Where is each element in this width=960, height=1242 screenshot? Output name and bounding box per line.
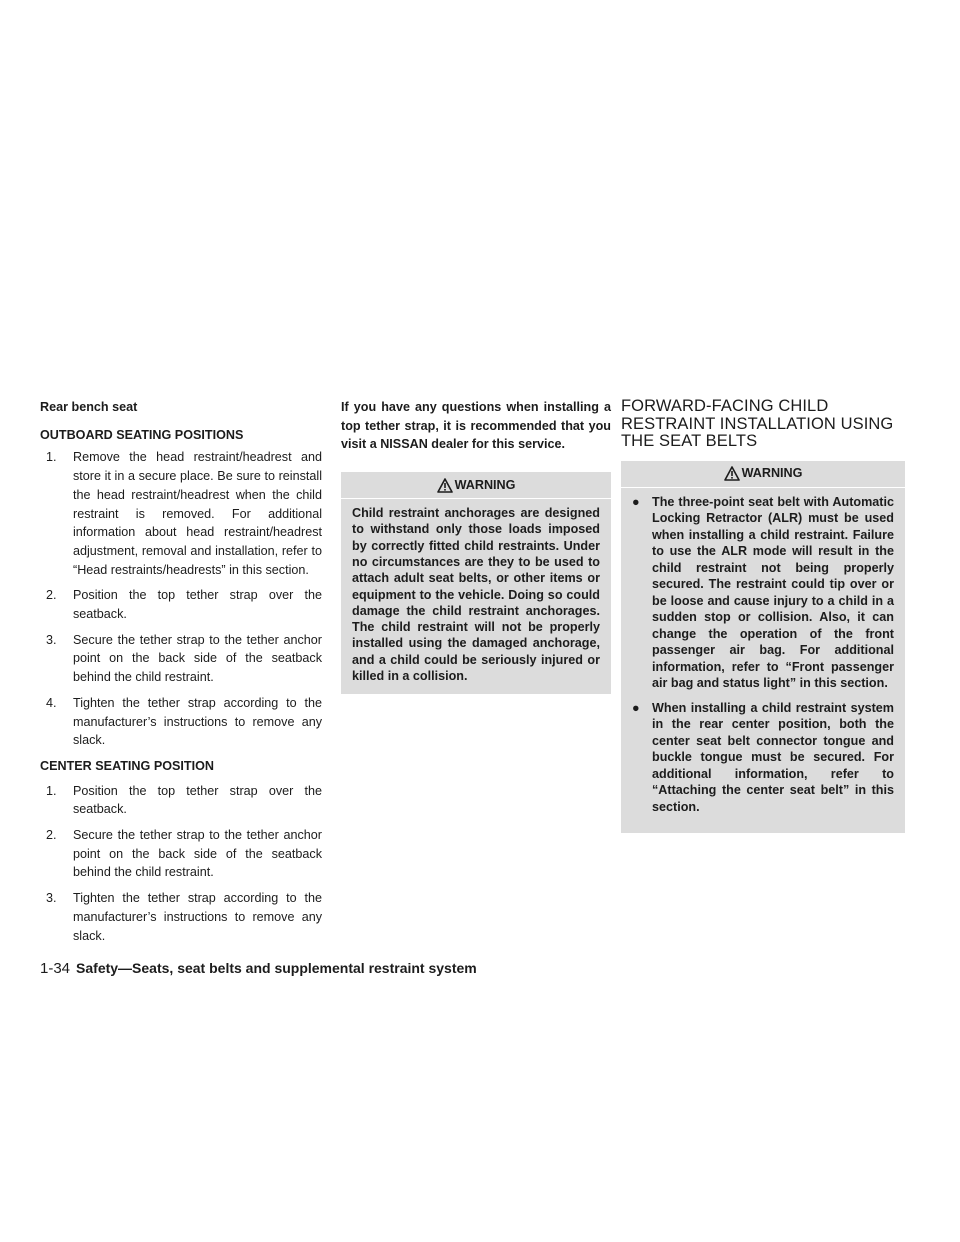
list-item: 3. Tighten the tether strap according to the manufacturer’s instructions to remove any slack. — [46, 891, 322, 943]
list-item: ● The three-point seat belt with Automatic Locking Retractor (ALR) must be used when installing a child restraint. Failure to use the ALR mode will result in the child restraint not being properly secured. The restraint could tip over or be loose and cause injury to a child in a sudden stop or collision. Also, it can change the operation of the front passenger air bag. For additional information, refer to “Front passenger air bag and status light” in this section. — [632, 494, 894, 690]
questions-note: If you have any questions when installing a top tether strap, it is recommended that you visit a NISSAN dealer for this service. — [341, 400, 611, 452]
right-column — [621, 398, 905, 833]
left-column — [40, 398, 322, 952]
warning-header — [621, 461, 905, 488]
warning-box-anchorages — [341, 472, 611, 694]
warning-triangle-icon — [437, 478, 453, 493]
bullet-icon: ● — [632, 700, 640, 715]
list-item: 3. Secure the tether strap to the tether anchor point on the back side of the seatback behind the child restraint. — [46, 632, 322, 685]
middle-column — [341, 398, 611, 694]
outboard-heading: OUTBOARD SEATING POSITIONS — [40, 427, 244, 442]
warning-triangle-icon — [724, 466, 740, 481]
warning-label: WARNING — [454, 477, 516, 492]
center-steps — [40, 782, 322, 946]
list-item: 1. Remove the head restraint/headrest and store it in a secure place. Be sure to reinstall the head restraint/headrest when the child restraint is removed. For additional information about head restraint/headrest adjustment, removal and installation, refer to “Head restraints/headrests” in this section. — [46, 450, 322, 577]
list-item: 4. Tighten the tether strap according to the manufacturer’s instructions to remove any slack. — [46, 695, 322, 748]
warning-box-seat-belts — [621, 461, 905, 834]
subsection-heading: Rear bench seat — [40, 400, 138, 414]
warning-header — [341, 472, 611, 499]
warning-text: Child restraint anchorages are designed to withstand only those loads imposed by correctly fitted child restraints. Under no circumstances are they to be used to attach adult seat belts, or other items or equipment to the vehicle. Doing so could damage the child restraint anchorages. The child restraint will not be properly installed using the damaged anchorage, and a child could be seriously injured or killed in a collision. — [352, 506, 600, 684]
outboard-steps — [40, 448, 322, 750]
chapter-title: Safety—Seats, seat belts and supplemental restraint system — [76, 960, 477, 976]
warning-bullets — [632, 494, 894, 816]
page-footer — [40, 960, 477, 977]
list-item: ● When installing a child restraint system in the rear center position, both the center seat belt connector tongue and buckle tongue must be secured. For additional information, refer to “Attaching the center seat belt” in this section. — [632, 700, 894, 814]
list-item: 2. Secure the tether strap to the tether anchor point on the back side of the seatback behind the child restraint. — [46, 828, 322, 880]
warning-label: WARNING — [741, 466, 803, 481]
list-item: 1. Position the top tether strap over the seatback. — [46, 783, 322, 817]
center-heading: CENTER SEATING POSITION — [40, 758, 214, 773]
page-number: 1-34 — [40, 960, 71, 977]
section-title: FORWARD-FACING CHILD RESTRAINT INSTALLATION USING THE SEAT BELTS — [621, 397, 894, 450]
list-item: 2. Position the top tether strap over the seatback. — [46, 588, 322, 622]
bullet-icon: ● — [632, 494, 640, 509]
